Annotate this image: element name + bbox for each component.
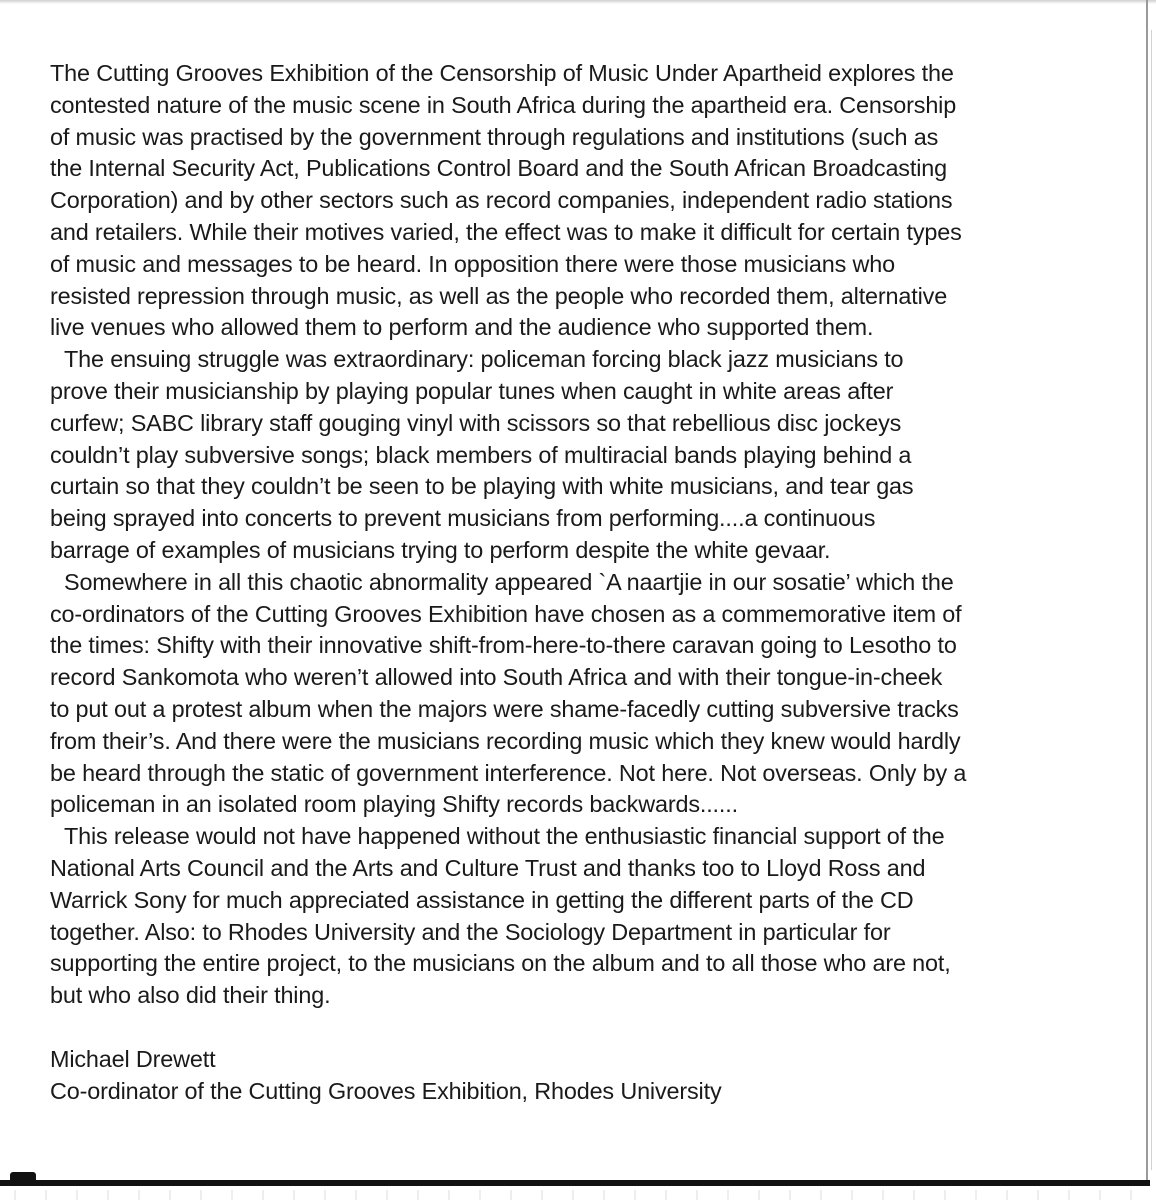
signature-name: Michael Drewett [50, 1045, 216, 1072]
text-line: of music was practised by the government through regulations and institutions (such as [50, 123, 939, 150]
text-line: together. Also: to Rhodes University and the Sociology Department in particular for [50, 918, 891, 945]
text-line: from their’s. And there were the musicians recording music which they knew would hardly [50, 727, 961, 754]
signature-block [50, 1044, 1120, 1108]
text-line: and retailers. While their motives varied, the effect was to make it difficult for certain types [50, 218, 962, 245]
text-line: policeman in an isolated room playing Shifty records backwards...... [50, 791, 738, 818]
signature-title: Co-ordinator of the Cutting Grooves Exhibition, Rhodes University [50, 1077, 722, 1104]
text-line: This release would not have happened without the enthusiastic financial support of the [64, 823, 945, 850]
paragraph-shifty [50, 567, 1120, 821]
text-line: resisted repression through music, as well as the people who recorded them, alternative [50, 282, 948, 309]
text-line: be heard through the static of government interference. Not here. Not overseas. Only by a [50, 759, 967, 786]
paragraph-acknowledgements [50, 821, 1120, 1012]
text-line: Warrick Sony for much appreciated assistance in getting the different parts of the CD [50, 886, 914, 913]
text-line: prove their musicianship by playing popular tunes when caught in white areas after [50, 377, 894, 404]
text-line: The ensuing struggle was extraordinary: policeman forcing black jazz musicians to [64, 346, 904, 373]
text-line: contested nature of the music scene in South Africa during the apartheid era. Censorship [50, 91, 957, 118]
text-line: of music and messages to be heard. In opposition there were those musicians who [50, 250, 895, 277]
text-line: to put out a protest album when the majors were shame-facedly cutting subversive tracks [50, 695, 959, 722]
scan-right-edge [1146, 0, 1148, 1185]
scan-bottom-noise [0, 1190, 1156, 1200]
scan-top-edge [0, 0, 1156, 4]
scan-bottom-edge [0, 1180, 1150, 1186]
text-line: National Arts Council and the Arts and Culture Trust and thanks too to Lloyd Ross and [50, 854, 926, 881]
text-line: curfew; SABC library staff gouging vinyl with scissors so that rebellious disc jockeys [50, 409, 902, 436]
text-line: but who also did their thing. [50, 982, 331, 1009]
text-line: Somewhere in all this chaotic abnormality appeared `A naartjie in our sosatie’ which the [64, 568, 954, 595]
text-line: the times: Shifty with their innovative shift-from-here-to-there caravan going to Lesotho to [50, 632, 957, 659]
text-line: couldn’t play subversive songs; black members of multiracial bands playing behind a [50, 441, 912, 468]
text-line: record Sankomota who weren’t allowed into South Africa and with their tongue-in-cheek [50, 664, 943, 691]
text-line: being sprayed into concerts to prevent musicians from performing....a continuous [50, 505, 876, 532]
paragraph-intro [50, 58, 1120, 344]
paragraph-struggle [50, 344, 1120, 567]
document-body [50, 58, 1120, 1107]
text-line: co-ordinators of the Cutting Grooves Exhibition have chosen as a commemorative item of [50, 600, 962, 627]
text-line: barrage of examples of musicians trying to perform despite the white gevaar. [50, 536, 831, 563]
text-line: The Cutting Grooves Exhibition of the Censorship of Music Under Apartheid explores the [50, 60, 954, 86]
text-line: live venues who allowed them to perform and the audience who supported them. [50, 314, 874, 341]
text-line: curtain so that they couldn’t be seen to be playing with white musicians, and tear gas [50, 473, 914, 500]
text-line: Corporation) and by other sectors such as record companies, independent radio stations [50, 187, 953, 214]
text-line: the Internal Security Act, Publications Control Board and the South African Broadcasting [50, 155, 947, 182]
scan-right-shadow [1151, 30, 1152, 1170]
text-line: supporting the entire project, to the musicians on the album and to all those who are not, [50, 950, 951, 977]
